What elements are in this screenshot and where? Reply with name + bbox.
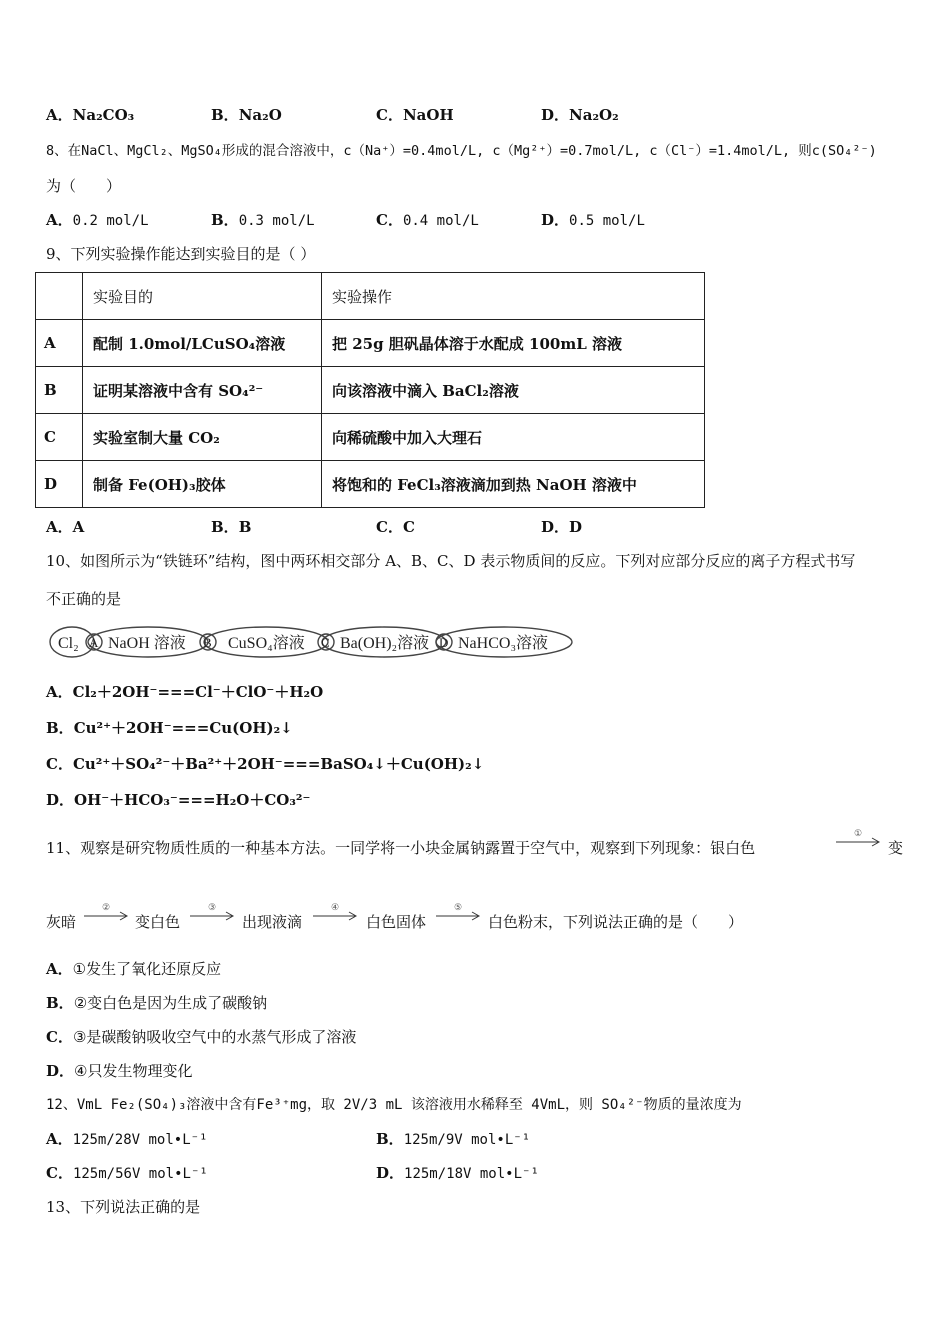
arrow-step-label: ⑤ xyxy=(454,903,463,913)
table-row xyxy=(36,320,705,367)
q7-option-d: D．Na₂O₂ xyxy=(541,106,619,124)
ring-label: Cl₂ xyxy=(58,635,79,652)
ring-label: NaOH 溶液 xyxy=(108,635,186,652)
q11-seg-2: 变白色 xyxy=(135,913,181,931)
arrow-step-label: ② xyxy=(102,903,111,913)
q8-option-a: A．0.2 mol/L xyxy=(46,211,149,229)
q11-seg-4: 白色固体 xyxy=(366,913,427,931)
row-letter: A xyxy=(36,320,83,367)
table-row xyxy=(36,414,705,461)
table-row xyxy=(36,461,705,508)
q9-option-a: A．A xyxy=(46,518,85,536)
q11-stem-line1-end: 变 xyxy=(888,839,904,857)
joint-label: B xyxy=(203,635,212,650)
arrow-step-label: ① xyxy=(854,829,863,839)
q9-option-c: C．C xyxy=(376,518,415,536)
q7-option-b: B．Na₂O xyxy=(211,106,282,124)
row-operation: 向该溶液中滴入 BaCl₂溶液 xyxy=(322,367,705,414)
ring-label: CuSO₄溶液 xyxy=(228,635,305,652)
row-purpose: 制备 Fe(OH)₃胶体 xyxy=(83,461,322,508)
joint-label: D xyxy=(439,635,449,650)
row-operation: 向稀硫酸中加入大理石 xyxy=(322,414,705,461)
q12-option-d: D．125m/18V mol•L⁻¹ xyxy=(376,1164,539,1182)
q8-option-d: D．0.5 mol/L xyxy=(541,211,645,229)
q9-option-b: B．B xyxy=(211,518,252,536)
table-header-purpose: 实验目的 xyxy=(83,273,322,320)
q10-option-c: C．Cu²⁺＋SO₄²⁻＋Ba²⁺＋2OH⁻===BaSO₄↓＋Cu(OH)₂↓ xyxy=(46,755,485,773)
q11-option-c: C．③是碳酸钠吸收空气中的水蒸气形成了溶液 xyxy=(46,1028,357,1046)
q12-option-b: B．125m/9V mol•L⁻¹ xyxy=(376,1130,531,1148)
q13-stem: 13、下列说法正确的是 xyxy=(46,1198,201,1216)
arrow-step-5 xyxy=(434,900,484,924)
q11-option-b: B．②变白色是因为生成了碳酸钠 xyxy=(46,994,268,1012)
row-letter: B xyxy=(36,367,83,414)
q10-option-b: B．Cu²⁺＋2OH⁻===Cu(OH)₂↓ xyxy=(46,719,293,737)
row-purpose: 实验室制大量 CO₂ xyxy=(83,414,322,461)
row-purpose: 配制 1.0mol/LCuSO₄溶液 xyxy=(83,320,322,367)
q11-stem-line1: 11、观察是研究物质性质的一种基本方法。一同学将一小块金属钠露置于空气中，观察到下列现象：银白色 xyxy=(46,839,756,857)
table-row xyxy=(36,367,705,414)
arrow-step-2 xyxy=(82,900,132,924)
q11-option-a: A．①发生了氧化还原反应 xyxy=(46,960,222,978)
q9-option-d: D．D xyxy=(541,518,583,536)
arrow-step-label: ③ xyxy=(208,903,217,913)
q8-option-c: C．0.4 mol/L xyxy=(376,211,479,229)
q8-option-b: B．0.3 mol/L xyxy=(211,211,315,229)
table-header-operation: 实验操作 xyxy=(322,273,705,320)
row-letter: C xyxy=(36,414,83,461)
q7-option-c: C．NaOH xyxy=(376,106,454,124)
joint-label: A xyxy=(89,635,99,650)
row-purpose: 证明某溶液中含有 SO₄²⁻ xyxy=(83,367,322,414)
q8-stem-line1: 8、在NaCl、MgCl₂、MgSO₄形成的混合溶液中，c（Na⁺）=0.4mol/L, c（Mg²⁺）=0.7mol/L, c（Cl⁻）=1.4mol/L, 则c(SO₄²⁻) xyxy=(46,143,877,159)
arrow-step-4 xyxy=(311,900,361,924)
q9-experiment-table xyxy=(35,272,705,508)
ring-label: Ba(OH)₂溶液 xyxy=(340,635,430,652)
q12-option-a: A．125m/28V mol•L⁻¹ xyxy=(46,1130,208,1148)
joint-label: C xyxy=(321,635,330,650)
arrow-step-1 xyxy=(834,826,884,850)
q12-stem: 12、VmL Fe₂(SO₄)₃溶液中含有Fe³⁺mg，取 2V/3 mL 该溶液用水稀释至 4VmL，则 SO₄²⁻物质的量浓度为 xyxy=(46,1097,742,1113)
q10-option-d: D．OH⁻＋HCO₃⁻===H₂O＋CO₃²⁻ xyxy=(46,791,311,809)
q7-option-a: A．Na₂CO₃ xyxy=(46,106,135,124)
q10-stem-line2: 不正确的是 xyxy=(46,590,122,608)
table-header-blank xyxy=(36,273,83,320)
q10-stem-line1: 10、如图所示为“铁链环”结构，图中两环相交部分 A、B、C、D 表示物质间的反应。下列对应部分反应的离子方程式书写 xyxy=(46,552,856,570)
q11-seg-5: 白色粉末，下列说法正确的是（ ） xyxy=(488,913,744,931)
q9-stem: 9、下列实验操作能达到实验目的是（ ） xyxy=(46,245,316,263)
row-operation: 把 25g 胆矾晶体溶于水配成 100mL 溶液 xyxy=(322,320,705,367)
arrow-step-3 xyxy=(188,900,238,924)
q11-seg-3: 出现液滴 xyxy=(242,913,303,931)
q8-stem-line2: 为（ ） xyxy=(46,177,122,195)
iron-chain-diagram xyxy=(48,624,578,660)
row-operation: 将饱和的 FeCl₃溶液滴加到热 NaOH 溶液中 xyxy=(322,461,705,508)
q11-seg-1: 灰暗 xyxy=(46,913,77,931)
row-letter: D xyxy=(36,461,83,508)
table-header-row xyxy=(36,273,705,320)
ring-label: NaHCO₃溶液 xyxy=(458,635,549,652)
q12-option-c: C．125m/56V mol•L⁻¹ xyxy=(46,1164,208,1182)
q10-option-a: A．Cl₂＋2OH⁻===Cl⁻＋ClO⁻＋H₂O xyxy=(46,683,324,701)
arrow-step-label: ④ xyxy=(331,903,340,913)
q11-option-d: D．④只发生物理变化 xyxy=(46,1062,193,1080)
